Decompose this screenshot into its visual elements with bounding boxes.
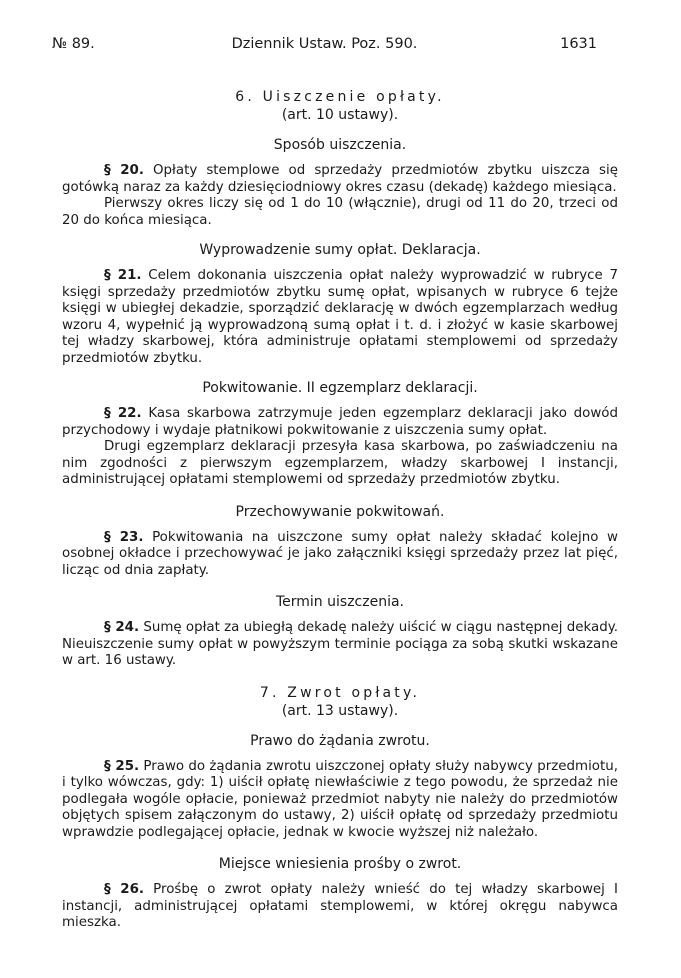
section-sign: § 23. [104, 529, 144, 545]
journal-title: Dziennik Ustaw. Poz. 590. [231, 36, 418, 52]
section-sign: § 21. [104, 268, 142, 283]
paragraph-25 [62, 759, 618, 842]
section-sign: § 24. [104, 620, 140, 635]
subheading-storage: Przechowywanie pokwitowań. [235, 503, 445, 520]
section-6-reference: (art. 10 ustawy). [281, 107, 399, 123]
paragraph-text: Kasa skarbowa zatrzymuje jeden egzemplarz deklaracji jako dowód przychodowy i wydaje płatnikowi pokwitowanie z uiszczenia sumy opłat. [62, 406, 618, 438]
subheading-refund-place: Miejsce wniesienia prośby o zwrot. [218, 856, 462, 872]
section-7-title: 7. Zwrot opłaty. [259, 684, 421, 701]
subheading-deadline: Termin uiszczenia. [275, 594, 404, 610]
paragraph-20-continued: Pierwszy okres liczy się od 1 do 10 (włącznie), drugi od 11 do 20, trzeci od 20 do końca miesiąca. [62, 196, 618, 228]
subheading-refund-right: Prawo do żądania zwrotu. [250, 732, 430, 749]
section-6-title: 6. Uiszczenie opłaty. [235, 89, 445, 105]
paragraph-text: Prawo do żądania zwrotu uiszczonej opłaty służy nabywcy przedmiotu, i tylko wówczas, gdy: 1) uiścił opłatę niewłaściwie z tego powodu, że sprzedaż nie podlegała wogóle opłacie, ponieważ przedmiot nabyty nie należy do przedmiotów objętych spisem załączonym do ustawy, 2) uiścił opłatę od sprzedaży przedmiotu wprawdzie podlegającej opłacie, jednak w kwocie wyższej niż należało. [62, 758, 618, 840]
paragraph-text: Prośbę o zwrot opłaty należy wnieść do tej władzy skarbowej I instancji, administrującej opłatami stemplowemi, w której okręgu nabywca mieszka. [62, 882, 618, 930]
paragraph-22-continued: Drugi egzemplarz deklaracji przesyła kasa skarbowa, po zaświadczeniu na nim zgodności z pierwszym egzemplarzem, władzy skarbowej I instancji, administrującej opłatami stemplowemi od sprzedaży przedmiotów zbytku. [62, 439, 618, 487]
paragraph-text: Celem dokonania uiszczenia opłat należy wyprowadzić w rubryce 7 księgi sprzedaży przedmiotów zbytku sumę opłat, wpisanych w rubryce 6 tejże księgi w ubiegłej dekadzie, sporządzić deklarację w dwóch egzemplarzach według wzoru 4, wypełnić ją wyprowadzoną sumą opłat i t. d. i złożyć w kasie skarbowej tej władzy skarbowej, która administruje opłatami stemplowemi od sprzedaży przedmiotów zbytku. [62, 268, 618, 366]
subheading-payment-method: Sposób uiszczenia. [273, 137, 407, 153]
document-body [62, 88, 618, 932]
subheading-declaration: Wyprowadzenie sumy opłat. Deklaracja. [199, 242, 481, 258]
issue-number: № 89. [52, 36, 95, 52]
section-sign: § 20. [104, 163, 144, 178]
section-7-reference: (art. 13 ustawy). [281, 702, 399, 719]
paragraph-22 [62, 406, 618, 439]
paragraph-26 [62, 882, 618, 932]
section-sign: § 26. [104, 882, 144, 897]
paragraph-24 [62, 620, 618, 670]
section-sign: § 25. [104, 758, 140, 774]
page-header [52, 36, 597, 58]
paragraph-20 [62, 163, 618, 196]
section-sign: § 22. [104, 406, 142, 421]
paragraph-text: Sumę opłat za ubiegłą dekadę należy uiścić w ciągu następnej dekady. Nieuiszczenie sumy opłat w powyższym terminie pociąga za sobą skutki wskazane w art. 16 ustawy. [62, 620, 618, 668]
paragraph-text: Pokwitowania na uiszczone sumy opłat należy składać kolejno w osobnej okładce i przechowywać je jako załączniki księgi sprzedaży przez lat pięć, licząc od dnia zapłaty. [62, 529, 618, 578]
paragraph-text: Opłaty stemplowe od sprzedaży przedmiotów zbytku uiszcza się gotówką naraz za każdy dziesięciodniowy okres czasu (dekadę) każdego miesiąca. [62, 163, 618, 195]
subheading-receipt: Pokwitowanie. II egzemplarz deklaracji. [202, 380, 478, 396]
paragraph-21 [62, 268, 618, 367]
paragraph-23 [62, 530, 618, 580]
page-number: 1631 [560, 36, 597, 52]
